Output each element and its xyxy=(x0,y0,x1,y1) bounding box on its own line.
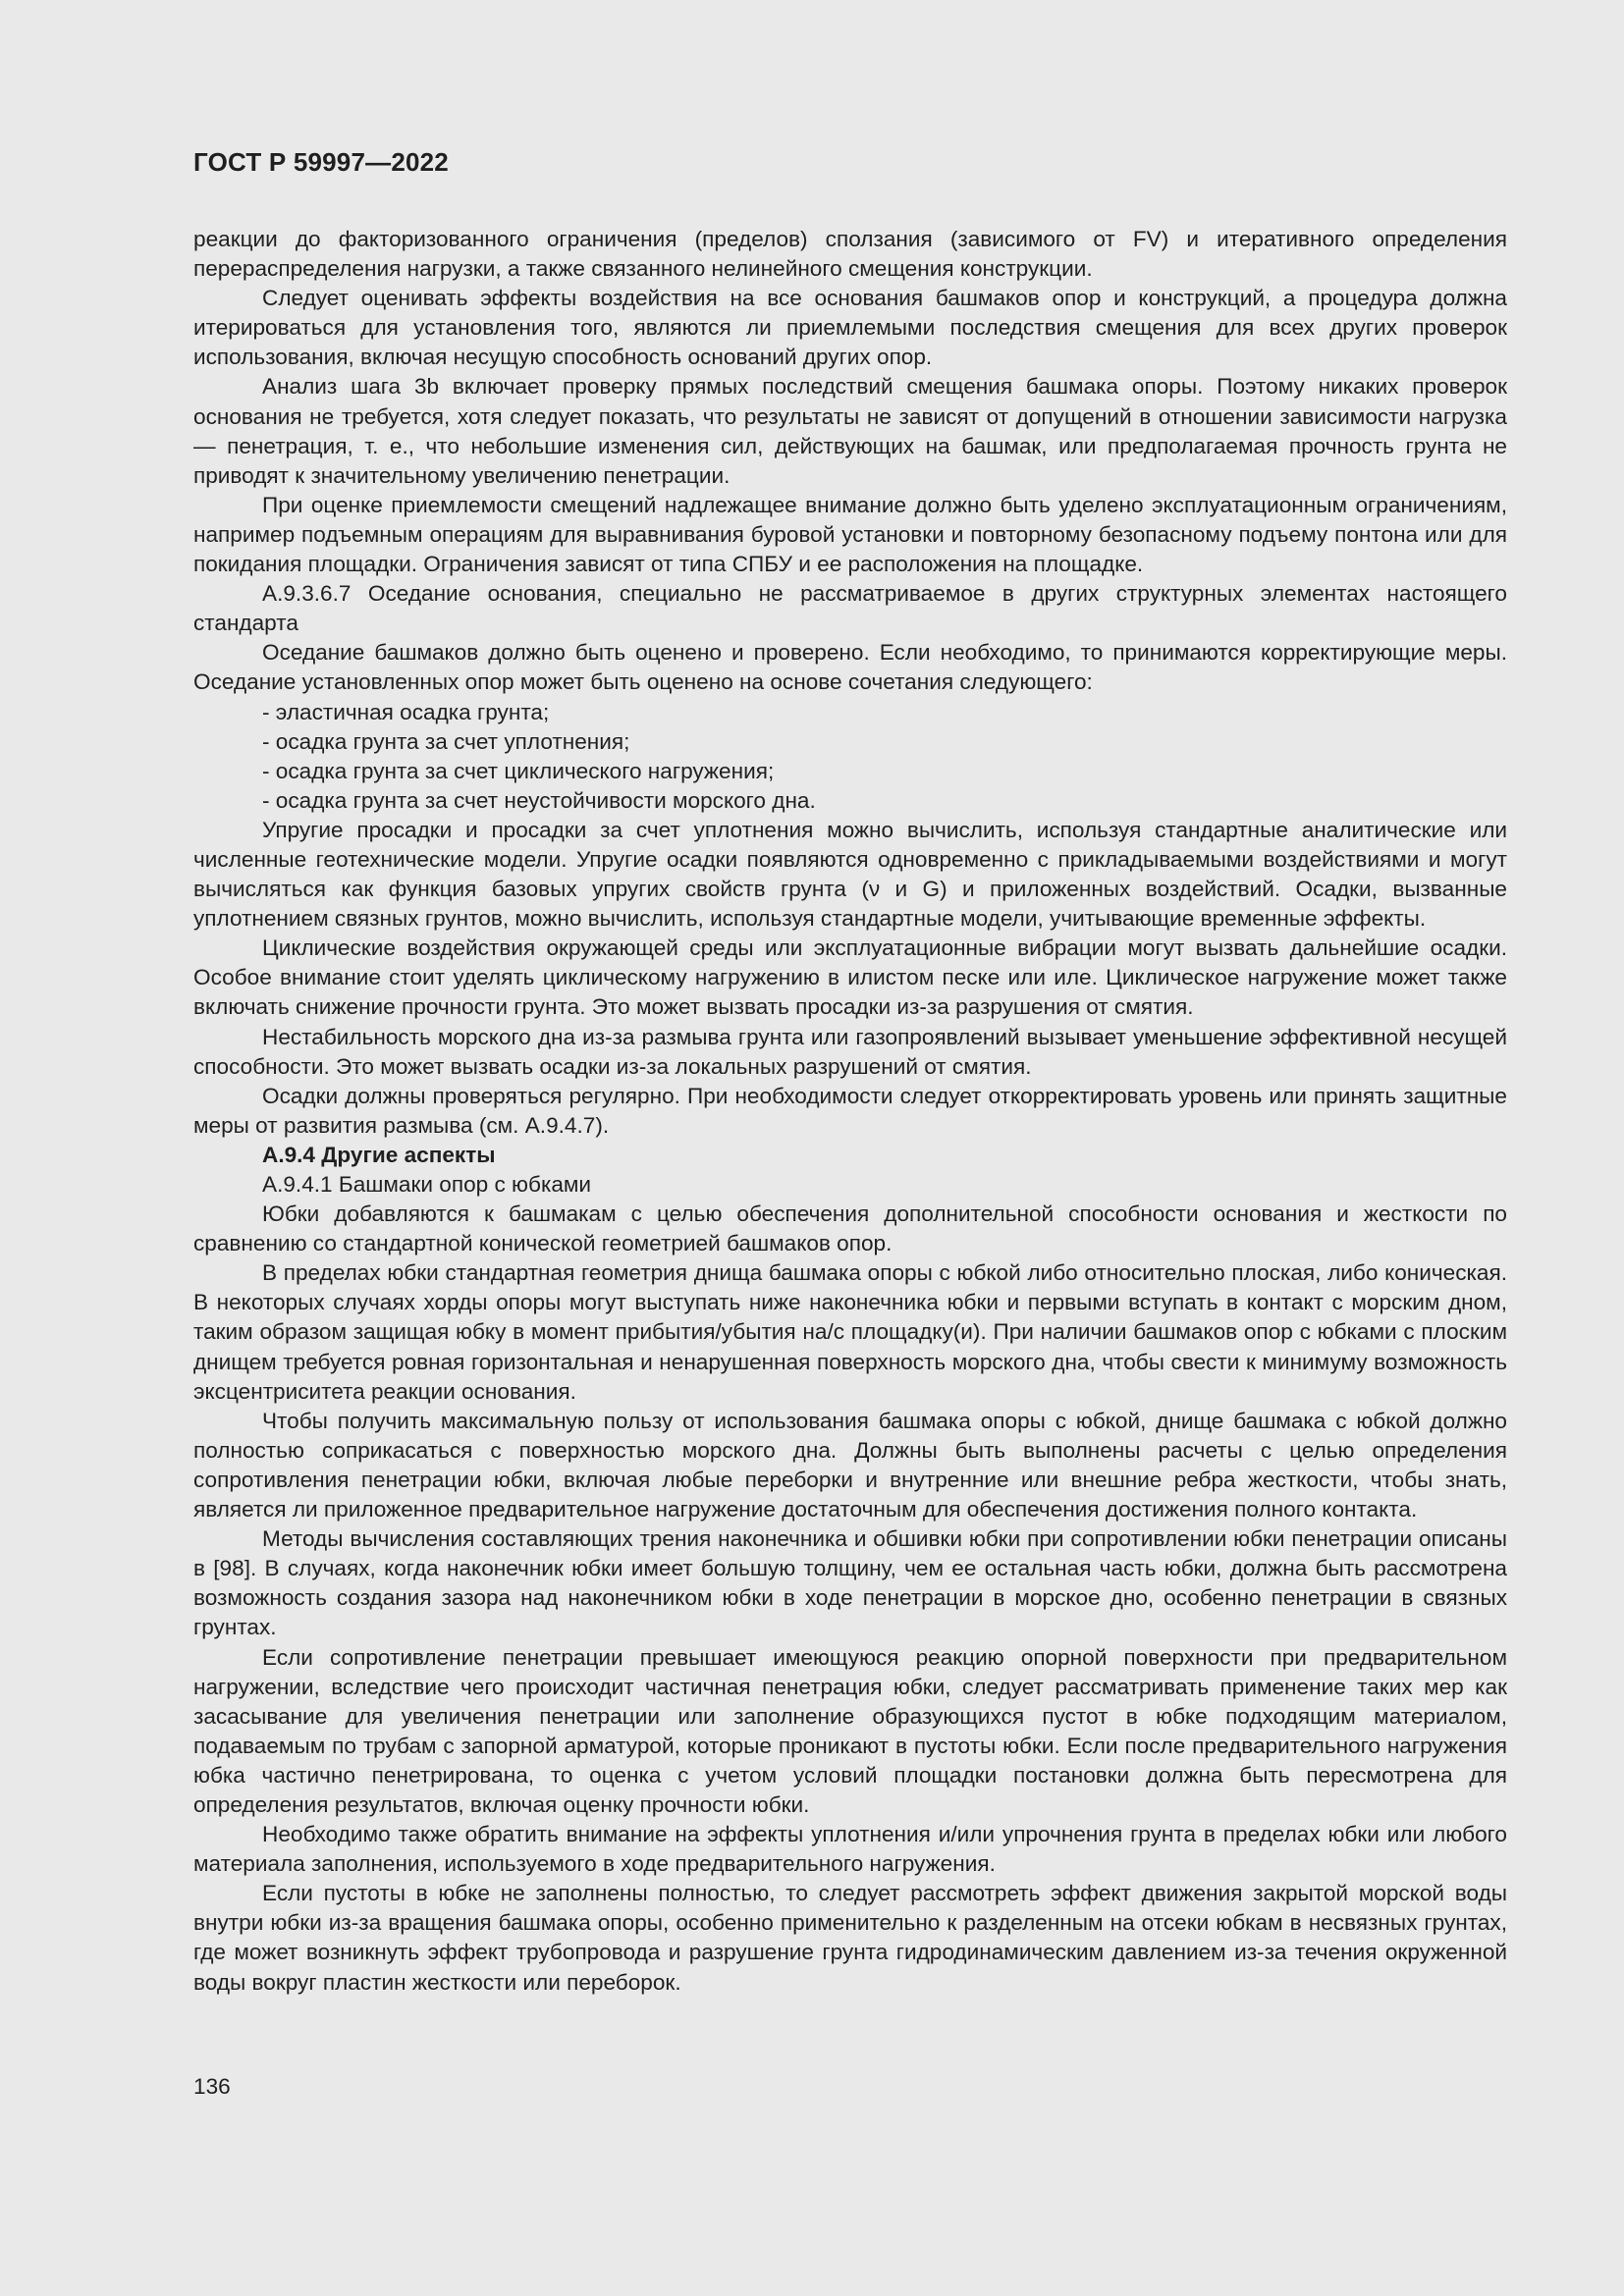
paragraph: При оценке приемлемости смещений надлежащее внимание должно быть уделено эксплуатационным ограничениям, например подъемным операциям для выравнивания буровой установки и повторному безопасному подъему понтона или для покидания площадки. Ограничения зависят от типа СПБУ и ее расположения на площадке. xyxy=(193,492,1507,577)
paragraph: В пределах юбки стандартная геометрия днища башмака опоры с юбкой либо относительно плоская, либо коническая. В некоторых случаях хорды опоры могут выступать ниже наконечника юбки и первыми вступать в контакт с морским дном, таким образом защищая юбку в момент прибытия/убытия на/с площадку(и). При наличии башмаков опор с юбками с плоским днищем требуется ровная горизонтальная и ненарушенная поверхность морского дна, чтобы свести к минимуму возможность эксцентриситета реакции основания. xyxy=(193,1260,1507,1404)
paragraph: Циклические воздействия окружающей среды или эксплуатационные вибрации могут вызвать дальнейшие осадки. Особое внимание стоит уделять циклическому нагружению в илистом песке или иле. Циклическое нагружение может также включать снижение прочности грунта. Это может вызвать просадки из-за разрушения от смятия. xyxy=(193,935,1507,1020)
subsection-heading-a-9-4-1: А.9.4.1 Башмаки опор с юбками xyxy=(262,1172,592,1197)
page-number: 136 xyxy=(193,2074,231,2099)
paragraph: реакции до факторизованного ограничения (пределов) сползания (зависимого от FV) и итеративного определения перераспределения нагрузки, а также связанного нелинейного смещения конструкции. xyxy=(193,227,1507,282)
section-heading-a-9-3-6-7: А.9.3.6.7 Оседание основания, специально не рассматриваемое в других структурных элементах настоящего стандарта xyxy=(193,581,1507,636)
list-item: - осадка грунта за счет циклического нагружения; xyxy=(262,758,775,783)
paragraph: Осадки должны проверяться регулярно. При необходимости следует откорректировать уровень или принять защитные меры от развития размыва (см. А.9.4.7). xyxy=(193,1083,1507,1138)
paragraph: Следует оценивать эффекты воздействия на все основания башмаков опор и конструкций, а процедура должна итерироваться для установления того, являются ли приемлемыми последствия смещения для всех других проверок использования, включая несущую способность оснований других опор. xyxy=(193,286,1507,370)
paragraph: Если пустоты в юбке не заполнены полностью, то следует рассмотреть эффект движения закрытой морской воды внутри юбки из-за вращения башмака опоры, особенно применительно к разделенным на отсеки юбкам в несвязных грунтах, где может возникнуть эффект трубопровода и разрушение грунта гидродинамическим давлением из-за течения окруженной воды вокруг пластин жесткости или переборок. xyxy=(193,1881,1507,1995)
list-item: - осадка грунта за счет уплотнения; xyxy=(262,728,630,754)
paragraph: Упругие просадки и просадки за счет уплотнения можно вычислить, используя стандартные аналитические или численные геотехнические модели. Упругие осадки появляются одновременно с прикладываемыми воздействиями и могут вычисляться как функция базовых упругих свойств грунта (ν и G) и приложенных воздействий. Осадки, вызванные уплотнением связных грунтов, можно вычислить, используя стандартные модели, учитывающие временные эффекты. xyxy=(193,817,1507,932)
paragraph: Методы вычисления составляющих трения наконечника и обшивки юбки при сопротивлении юбки пенетрации описаны в [98]. В случаях, когда наконечник юбки имеет большую толщину, чем ее остальная часть юбки, должна быть рассмотрена возможность создания зазора над наконечником юбки в ходе пенетрации в морское дно, особенно пенетрации в связных грунтах. xyxy=(193,1526,1507,1640)
paragraph: Анализ шага 3b включает проверку прямых последствий смещения башмака опоры. Поэтому никаких проверок основания не требуется, хотя следует показать, что результаты не зависят от допущений в отношении зависимости нагрузка — пенетрация, т. е., что небольшие изменения сил, действующих на башмак, или предполагаемая прочность грунта не приводят к значительному увеличению пенетрации. xyxy=(193,374,1507,488)
list-item: - осадка грунта за счет неустойчивости морского дна. xyxy=(262,787,816,813)
paragraph: Необходимо также обратить внимание на эффекты уплотнения и/или упрочнения грунта в пределах юбки или любого материала заполнения, используемого в ходе предварительного нагружения. xyxy=(193,1822,1507,1877)
section-heading-a-9-4: А.9.4 Другие аспекты xyxy=(262,1142,496,1167)
paragraph: Чтобы получить максимальную пользу от использования башмака опоры с юбкой, днище башмака с юбкой должно полностью соприкасаться с поверхностью морского дна. Должны быть выполнены расчеты с целью определения сопротивления пенетрации юбки, включая любые переборки и внутренние или внешние ребра жесткости, чтобы знать, является ли приложенное предварительное нагружение достаточным для обеспечения достижения полного контакта. xyxy=(193,1408,1507,1522)
paragraph: Оседание башмаков должно быть оценено и проверено. Если необходимо, то принимаются корректирующие меры. Оседание установленных опор может быть оценено на основе сочетания следующего: xyxy=(193,640,1507,695)
paragraph: Нестабильность морского дна из-за размыва грунта или газопроявлений вызывает уменьшение эффективной несущей способности. Это может вызвать осадки из-за локальных разрушений от смятия. xyxy=(193,1024,1507,1079)
paragraph: Если сопротивление пенетрации превышает имеющуюся реакцию опорной поверхности при предварительном нагружении, вследствие чего происходит частичная пенетрация юбки, следует рассматривать применение таких мер как засасывание для увеличения пенетрации или заполнение образующихся пустот в юбке подходящим материалом, подаваемым по трубам с запорной арматурой, которые проникают в пустоты юбки. Если после предварительного нагружения юбка частично пенетрирована, то оценка с учетом условий площадки постановки должна быть пересмотрена для определения результатов, включая оценку прочности юбки. xyxy=(193,1644,1507,1817)
list-item: - эластичная осадка грунта; xyxy=(262,699,550,724)
document-header-title: ГОСТ Р 59997—2022 xyxy=(193,147,449,177)
document-body xyxy=(193,225,1507,1998)
paragraph: Юбки добавляются к башмакам с целью обеспечения дополнительной способности основания и жесткости по сравнению со стандартной конической геометрией башмаков опор. xyxy=(193,1201,1507,1256)
